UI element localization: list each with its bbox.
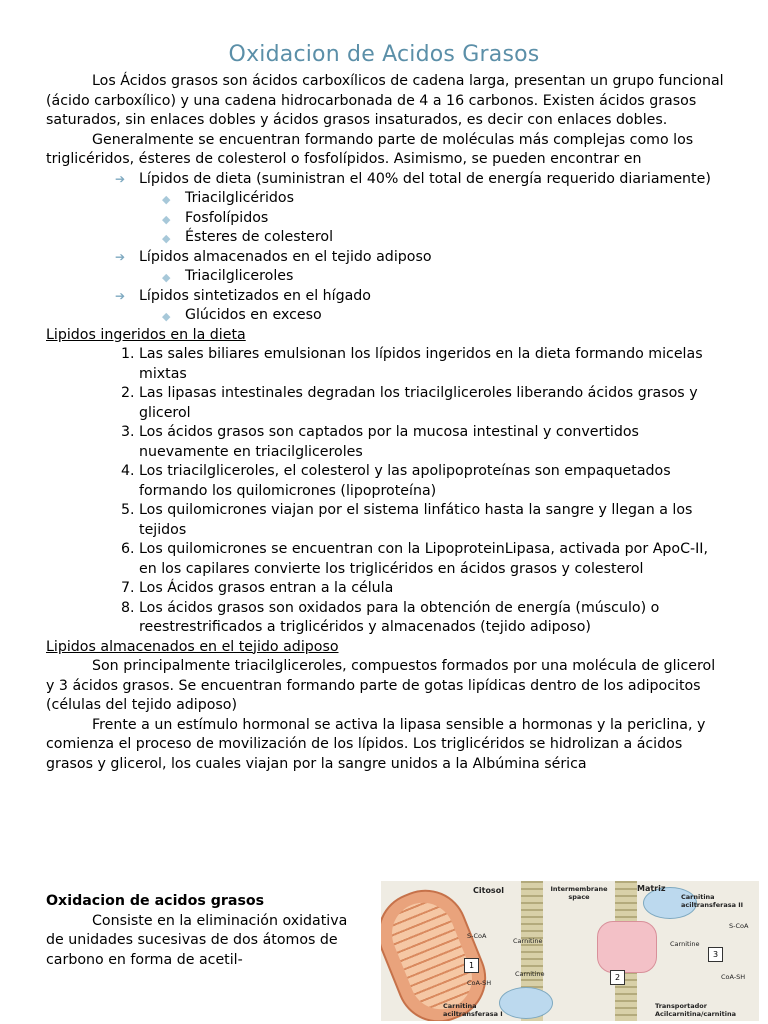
- label-coa-sh: CoA-SH: [467, 979, 492, 987]
- list-item: 8. Los ácidos grasos son oxidados para la obtención de energía (músculo) o reestrestrificados a triglicéridos y almacenados (tejido adiposo): [139, 599, 726, 638]
- source-label: Lípidos almacenados en el tejido adiposo: [139, 248, 432, 265]
- diamond-bullet-icon: ◆: [162, 212, 171, 226]
- label-matriz: Matriz: [637, 884, 666, 893]
- carnitine-shuttle-figure: [381, 881, 759, 1021]
- diamond-bullet-icon: ◆: [162, 271, 171, 284]
- step-number-1: 1: [464, 958, 479, 973]
- source-item: [46, 170, 726, 190]
- label-intermembrane: Intermembrane space: [550, 885, 608, 901]
- mitochondrion-illustration: [381, 881, 499, 1021]
- transporter-protein: [597, 921, 657, 973]
- section-heading-adipose: Lipidos almacenados en el tejido adiposo: [46, 638, 339, 655]
- adipose-paragraph-2: Frente a un estímulo hormonal se activa la lipasa sensible a hormonas y la periclina, y comienza el proceso de movilización de los lípidos. Los triglicéridos se hidrolizan a ácidos grasos y glicerol, los cuales viajan por la sangre unidos a la Albúmina sérica: [46, 716, 706, 772]
- section-heading-oxidation: Oxidacion de acidos grasos: [46, 893, 265, 909]
- list-item: 5. Los quilomicrones viajan por el sistema linfático hasta la sangre y llegan a los tejidos: [139, 501, 726, 540]
- list-item: 1. Las sales biliares emulsionan los lípidos ingeridos en la dieta formando micelas mixtas: [139, 345, 726, 384]
- arrow-bullet-icon: ➔: [115, 171, 126, 186]
- source-subitem: [46, 306, 726, 326]
- label-scoa: S-CoA: [467, 932, 487, 940]
- oxidation-paragraph: Consiste en la eliminación oxidativa de unidades sucesivas de dos átomos de carbono en forma de acetil-: [46, 912, 348, 968]
- source-subitem-label: Triacilglicéridos: [185, 190, 295, 206]
- label-scoa: S-CoA: [729, 922, 749, 930]
- diet-steps-list: [46, 345, 726, 638]
- label-carnitina-at1: Carnitina aciltransferasa I: [443, 1002, 503, 1018]
- step-number-3: 3: [708, 947, 723, 962]
- list-item: 3. Los ácidos grasos son captados por la mucosa intestinal y convertidos nuevamente en triacilgliceroles: [139, 423, 726, 462]
- source-subitem: [46, 209, 726, 229]
- label-carnitina-at2: Carnitina aciltransferasa II: [681, 893, 744, 909]
- list-item: 2. Las lipasas intestinales degradan los triacilgliceroles liberando ácidos grasos y glicerol: [139, 384, 726, 423]
- source-label: Lípidos sintetizados en el hígado: [139, 287, 371, 304]
- step-number-2: 2: [610, 970, 625, 985]
- source-subitem-label: Fosfolípidos: [185, 209, 269, 226]
- source-label: Lípidos de dieta (suministran el 40% del total de energía requerido diariamente): [139, 170, 711, 187]
- list-item: 4. Los triacilgliceroles, el colesterol y las apolipoproteínas son empaquetados formando los quilomicrones (lipoproteína): [139, 462, 726, 501]
- list-item: 6. Los quilomicrones se encuentran con la LipoproteinLipasa, activada por ApoC-II, en los capilares convierte los triglicéridos en ácidos grasos y colesterol: [139, 540, 726, 579]
- source-item: [46, 248, 726, 268]
- label-carnitine: Carnitine: [670, 940, 700, 948]
- oxidation-section: [46, 892, 366, 970]
- label-citosol: Citosol: [473, 886, 504, 895]
- adipose-paragraph-1: Son principalmente triacilgliceroles, compuestos formados por una molécula de glicerol y 3 ácidos grasos. Se encuentran formando parte de gotas lipídicas dentro de los adipocitos (células del tejido adiposo): [46, 658, 716, 713]
- diamond-bullet-icon: ◆: [162, 310, 171, 323]
- body-text: [46, 72, 726, 774]
- intro-paragraph-2: Generalmente se encuentran formando parte de moléculas más complejas como los triglicéridos, ésteres de colesterol o fosfolípidos. Asimismo, se pueden encontrar en: [46, 131, 694, 167]
- source-subitem-label: Triacilgliceroles: [185, 268, 294, 284]
- label-transportador: Transportador Acilcarnitina/carnitina: [655, 1002, 737, 1018]
- source-subitem: [46, 189, 726, 209]
- list-item: 7. Los Ácidos grasos entran a la célula: [139, 579, 726, 599]
- section-heading-diet: Lipidos ingeridos en la dieta: [46, 326, 246, 343]
- diamond-bullet-icon: ◆: [162, 232, 171, 245]
- arrow-bullet-icon: ➔: [115, 249, 126, 264]
- source-subitem-label: Glúcidos en exceso: [185, 307, 322, 323]
- source-subitem: [46, 228, 726, 248]
- intro-paragraph-1: Los Ácidos grasos son ácidos carboxílicos de cadena larga, presentan un grupo funcional (ácido carboxílico) y una cadena hidrocarbonada de 4 a 16 carbonos. Existen ácidos grasos saturados, sin enlaces dobles y ácidos grasos insaturados, es decir con enlaces dobles.: [46, 73, 724, 128]
- source-subitem: [46, 267, 726, 287]
- label-carnitine: Carnitine: [513, 937, 543, 945]
- label-carnitine: Carnitine: [515, 970, 545, 978]
- source-item: [46, 287, 726, 307]
- source-subitem-label: Ésteres de colesterol: [185, 229, 334, 245]
- page-title: Oxidacion de Acidos Grasos: [228, 42, 540, 67]
- label-coa-sh: CoA-SH: [721, 973, 746, 981]
- diamond-bullet-icon: ◆: [162, 193, 171, 206]
- arrow-bullet-icon: ➔: [115, 288, 126, 303]
